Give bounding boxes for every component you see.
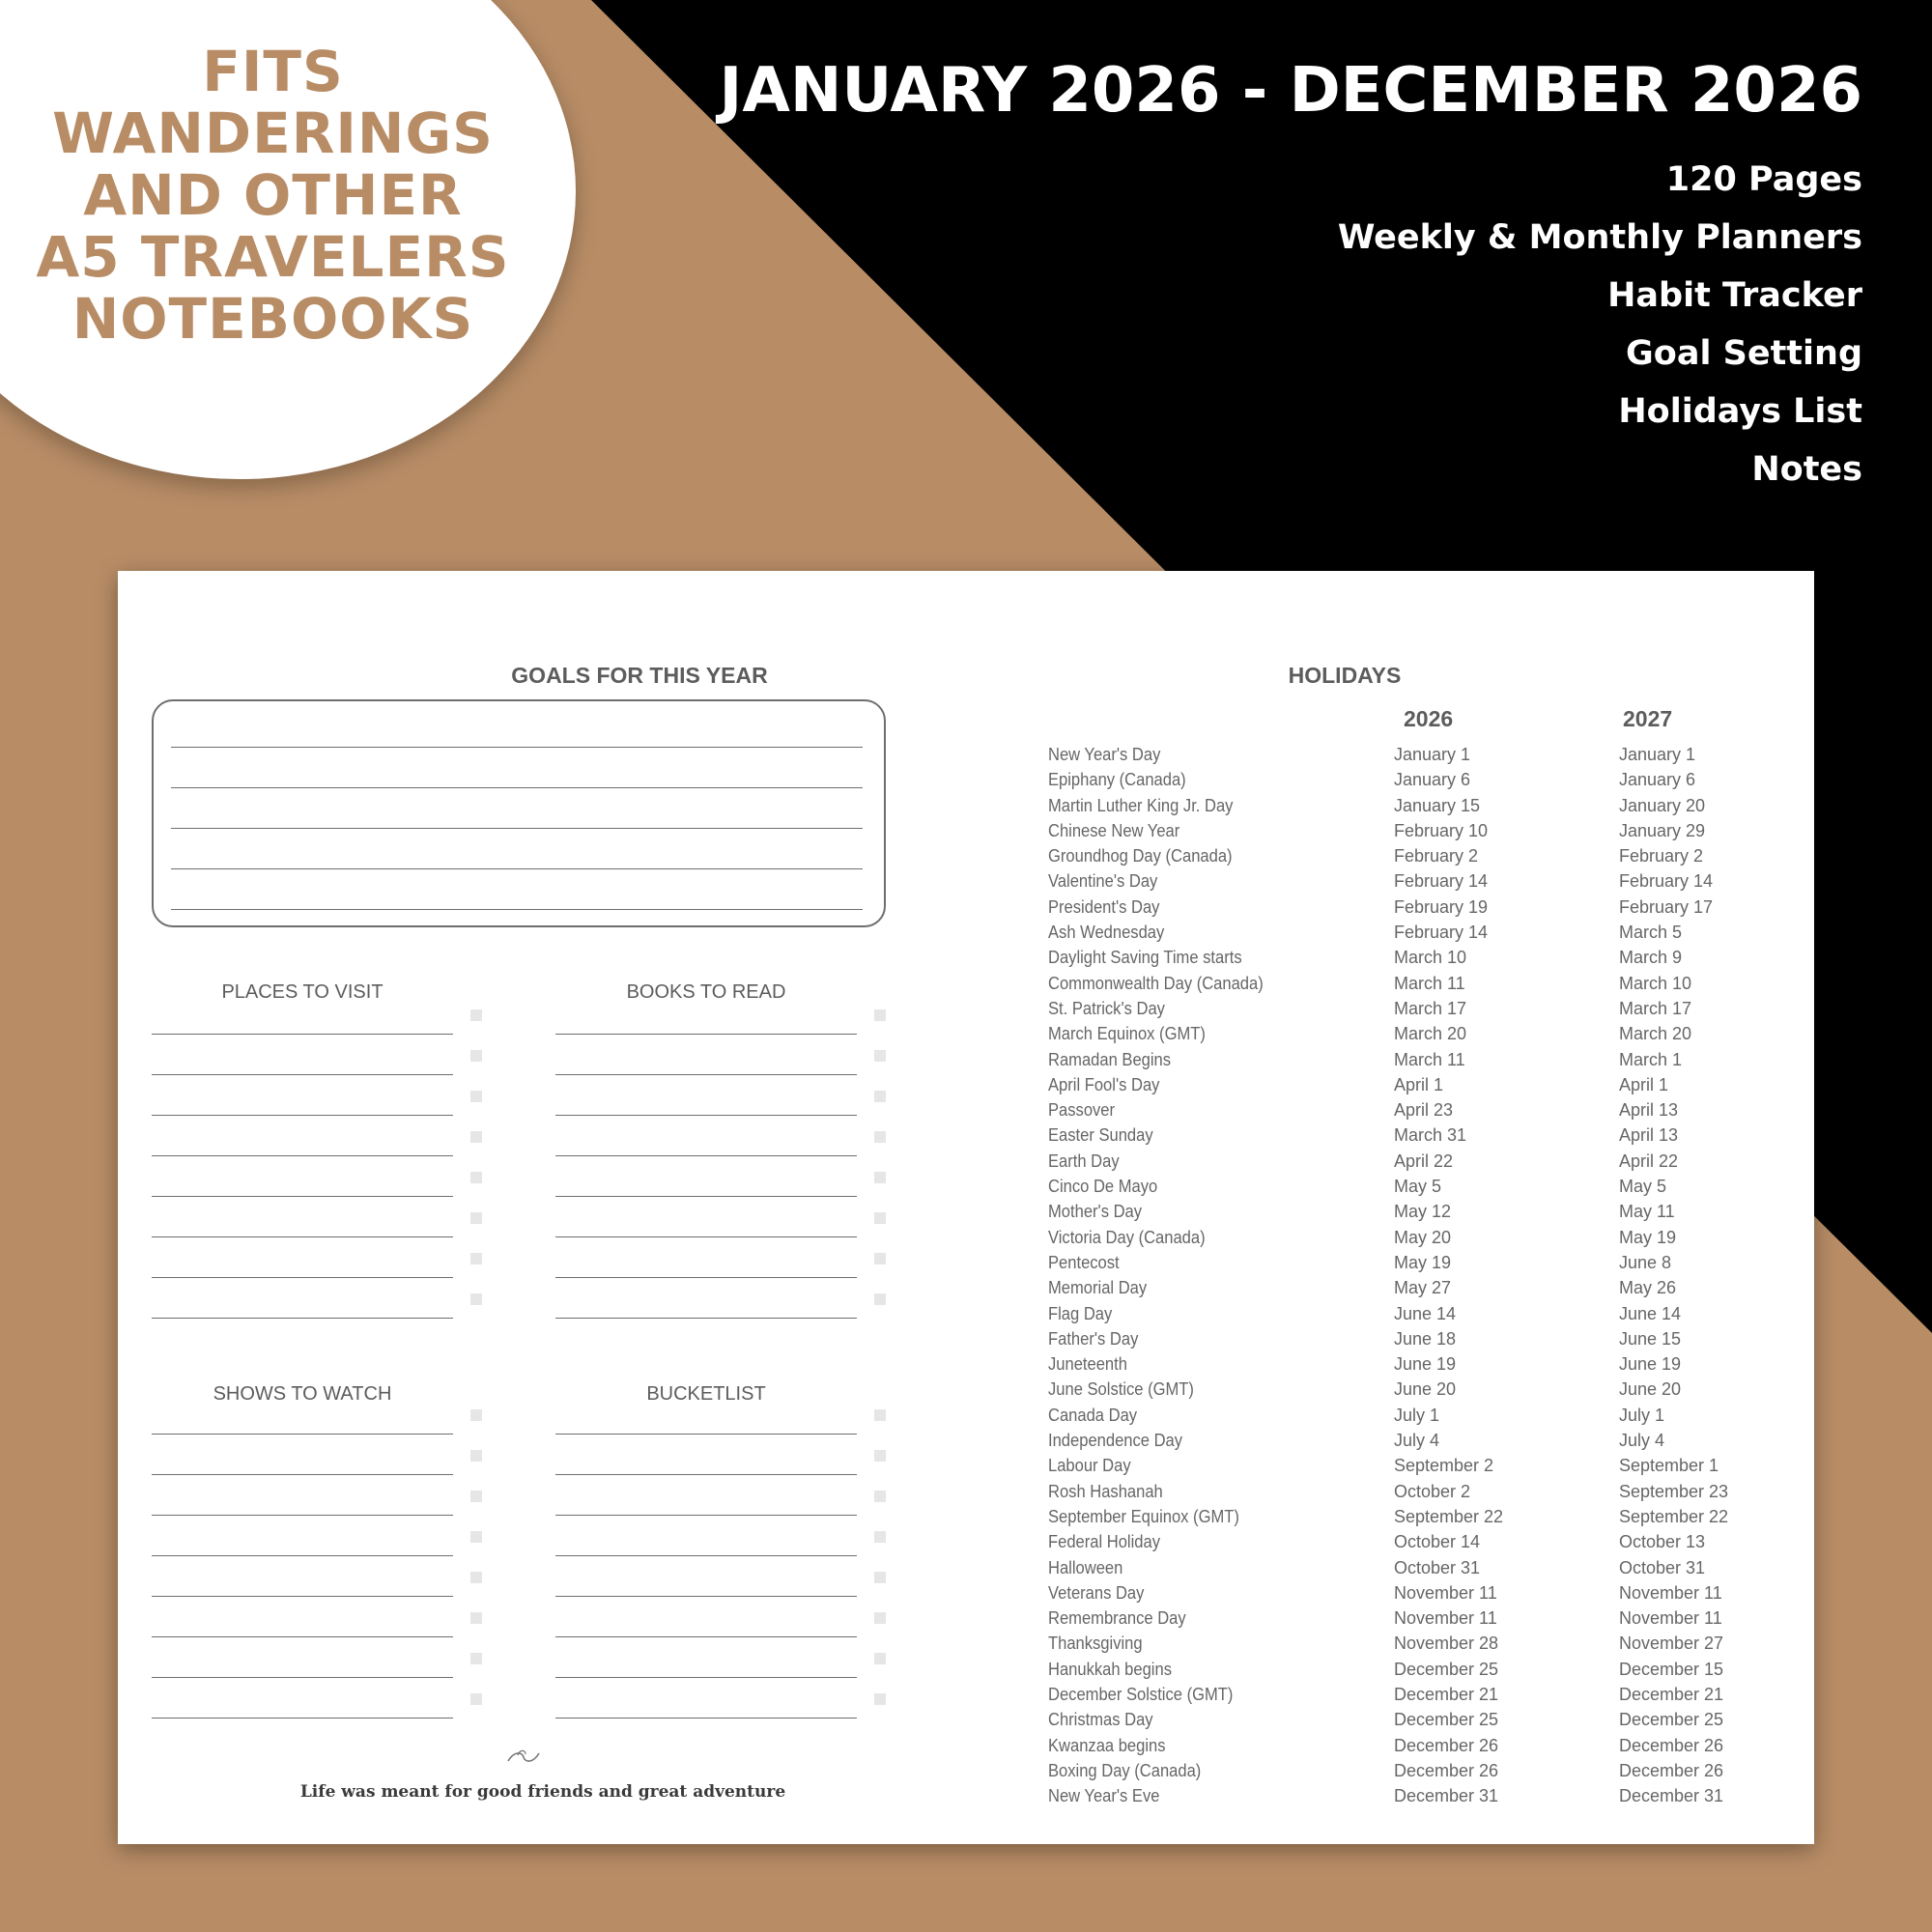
shows-line[interactable] (152, 1474, 453, 1475)
shows-checkbox[interactable] (470, 1450, 482, 1462)
holiday-name: President's Day (1048, 896, 1160, 917)
shows-checkbox[interactable] (470, 1409, 482, 1421)
holiday-date-2026: December 25 (1394, 1659, 1499, 1679)
holiday-name: December Solstice (GMT) (1048, 1684, 1234, 1704)
holiday-row (1048, 1657, 1802, 1682)
shows-checkbox[interactable] (470, 1653, 482, 1664)
places-checkbox[interactable] (470, 1293, 482, 1305)
holiday-name: Earth Day (1048, 1151, 1120, 1171)
shows-line[interactable] (152, 1515, 453, 1516)
holiday-date-2026: December 31 (1394, 1786, 1499, 1806)
holiday-date-2027: January 1 (1619, 745, 1696, 764)
badge-line: A5 TRAVELERS (36, 224, 510, 290)
books-line[interactable] (555, 1115, 857, 1116)
holiday-date-2026: April 1 (1394, 1074, 1444, 1094)
holiday-date-2027: November 27 (1619, 1634, 1724, 1654)
holiday-name: New Year's Eve (1048, 1786, 1160, 1806)
feature-item: Notes (1751, 450, 1862, 489)
holiday-row (1048, 1605, 1802, 1631)
holiday-date-2027: November 11 (1619, 1582, 1722, 1603)
holiday-name: Martin Luther King Jr. Day (1048, 795, 1234, 815)
bucketlist-line[interactable] (555, 1555, 857, 1556)
holiday-name: Ash Wednesday (1048, 923, 1165, 943)
holiday-date-2026: September 22 (1394, 1506, 1504, 1526)
holiday-date-2027: March 5 (1619, 923, 1683, 943)
holiday-name: Veterans Day (1048, 1582, 1145, 1603)
shows-line[interactable] (152, 1636, 453, 1637)
places-line[interactable] (152, 1074, 453, 1075)
bucketlist-checkbox[interactable] (874, 1693, 886, 1705)
holiday-date-2027: March 1 (1619, 1049, 1683, 1069)
holiday-date-2027: February 14 (1619, 871, 1714, 892)
holiday-date-2026: November 28 (1394, 1634, 1499, 1654)
places-checkbox[interactable] (470, 1212, 482, 1224)
holiday-name: Rosh Hashanah (1048, 1481, 1163, 1501)
holiday-name: Easter Sunday (1048, 1125, 1153, 1146)
holiday-name: Commonwealth Day (Canada) (1048, 973, 1264, 993)
year-2027-header: 2027 (1623, 706, 1673, 731)
holiday-row (1048, 767, 1802, 792)
holiday-date-2027: May 5 (1619, 1177, 1667, 1197)
bucketlist-checkbox[interactable] (874, 1450, 886, 1462)
holiday-row (1048, 818, 1802, 843)
shows-line[interactable] (152, 1434, 453, 1435)
shows-line[interactable] (152, 1555, 453, 1556)
holiday-date-2026: May 20 (1394, 1227, 1452, 1247)
holiday-name: Memorial Day (1048, 1278, 1148, 1298)
bucketlist-checkbox[interactable] (874, 1572, 886, 1583)
holiday-date-2026: February 19 (1394, 896, 1489, 917)
holiday-name: Thanksgiving (1048, 1634, 1143, 1654)
holiday-date-2027: February 17 (1619, 896, 1714, 917)
holiday-name: Halloween (1048, 1557, 1123, 1577)
holiday-name: Passover (1048, 1100, 1116, 1121)
bucketlist-line[interactable] (555, 1596, 857, 1597)
holiday-date-2027: May 19 (1619, 1227, 1677, 1247)
holiday-name: St. Patrick's Day (1048, 998, 1165, 1018)
shows-title: SHOWS TO WATCH (213, 1383, 392, 1405)
holiday-name: Flag Day (1048, 1303, 1113, 1323)
holiday-row (1048, 1097, 1802, 1122)
bucketlist-line[interactable] (555, 1474, 857, 1475)
holiday-date-2026: January 6 (1394, 770, 1471, 790)
holiday-date-2027: June 15 (1619, 1328, 1682, 1349)
holiday-date-2026: October 2 (1394, 1481, 1471, 1501)
holiday-name: Federal Holiday (1048, 1532, 1160, 1552)
books-line[interactable] (555, 1236, 857, 1237)
planner-spread (118, 571, 1814, 1844)
holiday-date-2027: December 25 (1619, 1710, 1724, 1730)
holiday-date-2027: June 19 (1619, 1354, 1682, 1375)
holiday-date-2027: March 10 (1619, 973, 1692, 993)
holiday-date-2026: June 20 (1394, 1379, 1457, 1400)
holiday-row (1048, 920, 1802, 945)
holiday-row (1048, 895, 1802, 920)
holiday-name: Ramadan Begins (1048, 1049, 1172, 1069)
places-checkbox[interactable] (470, 1253, 482, 1264)
books-checkbox[interactable] (874, 1091, 886, 1102)
holiday-row (1048, 1351, 1802, 1377)
holiday-date-2026: May 19 (1394, 1252, 1452, 1272)
holiday-date-2027: March 20 (1619, 1024, 1692, 1044)
holiday-name: Valentine's Day (1048, 871, 1158, 892)
badge-line: WANDERINGS (52, 100, 494, 166)
goal-line[interactable] (171, 747, 863, 748)
holiday-date-2027: October 13 (1619, 1532, 1706, 1552)
holiday-date-2027: June 8 (1619, 1252, 1672, 1272)
holiday-date-2027: June 14 (1619, 1303, 1682, 1323)
holiday-date-2026: November 11 (1394, 1582, 1497, 1603)
holiday-row (1048, 793, 1802, 818)
shows-checkbox[interactable] (470, 1491, 482, 1502)
holiday-date-2027: January 29 (1619, 820, 1706, 840)
holiday-date-2026: June 18 (1394, 1328, 1457, 1349)
holiday-row (1048, 1504, 1802, 1529)
holiday-name: Epiphany (Canada) (1048, 770, 1186, 790)
holiday-row (1048, 1301, 1802, 1326)
holiday-row (1048, 1758, 1802, 1783)
places-checkbox[interactable] (470, 1050, 482, 1062)
holiday-name: New Year's Day (1048, 745, 1161, 764)
shows-line[interactable] (152, 1596, 453, 1597)
holiday-row (1048, 1326, 1802, 1351)
badge-line: NOTEBOOKS (71, 286, 474, 352)
books-checkbox[interactable] (874, 1212, 886, 1224)
goal-line[interactable] (171, 787, 863, 788)
holiday-name: March Equinox (GMT) (1048, 1024, 1206, 1044)
holiday-name: Mother's Day (1048, 1202, 1143, 1222)
places-checkbox[interactable] (470, 1091, 482, 1102)
holiday-row (1048, 1555, 1802, 1580)
holiday-date-2027: December 31 (1619, 1786, 1724, 1806)
holiday-name: Pentecost (1048, 1252, 1120, 1272)
holiday-date-2027: April 1 (1619, 1074, 1669, 1094)
shows-line[interactable] (152, 1677, 453, 1678)
places-line[interactable] (152, 1277, 453, 1278)
holiday-row (1048, 1122, 1802, 1148)
holiday-date-2027: April 22 (1619, 1151, 1679, 1171)
places-line[interactable] (152, 1034, 453, 1035)
holiday-name: Canada Day (1048, 1405, 1138, 1425)
shows-line[interactable] (152, 1718, 453, 1719)
holiday-row (1048, 1783, 1802, 1808)
bucketlist-checkbox[interactable] (874, 1612, 886, 1624)
holidays-table (1048, 742, 1802, 1808)
badge-line: FITS (202, 39, 344, 104)
holiday-date-2026: May 27 (1394, 1278, 1452, 1298)
places-line[interactable] (152, 1155, 453, 1156)
goals-title: GOALS FOR THIS YEAR (511, 663, 768, 688)
holiday-date-2027: July 4 (1619, 1431, 1665, 1451)
feature-item: Holidays List (1618, 392, 1862, 431)
books-line[interactable] (555, 1196, 857, 1197)
badge-text (10, 41, 536, 350)
books-line[interactable] (555, 1277, 857, 1278)
year-2026-header: 2026 (1404, 706, 1454, 731)
holiday-date-2027: November 11 (1619, 1608, 1722, 1629)
places-checkbox[interactable] (470, 1172, 482, 1183)
holiday-name: Independence Day (1048, 1431, 1183, 1451)
holiday-date-2027: April 13 (1619, 1100, 1679, 1121)
holiday-row (1048, 1377, 1802, 1402)
holiday-date-2027: March 9 (1619, 948, 1683, 968)
holiday-name: April Fool's Day (1048, 1074, 1160, 1094)
holiday-date-2026: April 22 (1394, 1151, 1454, 1171)
holiday-row (1048, 1580, 1802, 1605)
holiday-name: September Equinox (GMT) (1048, 1506, 1239, 1526)
feature-item: Weekly & Monthly Planners (1337, 218, 1862, 257)
books-line[interactable] (555, 1074, 857, 1075)
holiday-row (1048, 1199, 1802, 1224)
holiday-date-2027: March 17 (1619, 998, 1692, 1018)
feature-item: Goal Setting (1626, 334, 1862, 373)
holiday-row (1048, 945, 1802, 970)
holiday-date-2026: July 1 (1394, 1405, 1440, 1425)
holiday-date-2026: May 12 (1394, 1202, 1452, 1222)
holiday-date-2026: November 11 (1394, 1608, 1497, 1629)
holiday-name: Victoria Day (Canada) (1048, 1227, 1206, 1247)
places-checkbox[interactable] (470, 1131, 482, 1143)
bucketlist-line[interactable] (555, 1718, 857, 1719)
places-title: PLACES TO VISIT (221, 981, 384, 1003)
holiday-name: Hanukkah begins (1048, 1659, 1172, 1679)
holiday-date-2027: January 6 (1619, 770, 1696, 790)
shows-checkbox[interactable] (470, 1693, 482, 1705)
holiday-date-2026: February 14 (1394, 923, 1489, 943)
holiday-row (1048, 1047, 1802, 1072)
holiday-date-2026: December 26 (1394, 1760, 1499, 1780)
places-checkbox[interactable] (470, 1009, 482, 1021)
holiday-row (1048, 1021, 1802, 1046)
shows-checkbox[interactable] (470, 1612, 482, 1624)
holiday-name: Father's Day (1048, 1328, 1139, 1349)
holiday-date-2027: December 26 (1619, 1760, 1724, 1780)
holiday-date-2026: June 19 (1394, 1354, 1457, 1375)
badge-line: AND OTHER (83, 162, 463, 228)
holiday-row (1048, 1072, 1802, 1097)
holiday-row (1048, 1174, 1802, 1199)
holiday-row (1048, 1707, 1802, 1732)
holiday-date-2027: December 26 (1619, 1735, 1724, 1755)
holiday-date-2026: December 25 (1394, 1710, 1499, 1730)
quote: Life was meant for good friends and great adventure (299, 1782, 786, 1802)
holiday-date-2027: June 20 (1619, 1379, 1682, 1400)
places-line[interactable] (152, 1318, 453, 1319)
goals-box (152, 699, 886, 927)
bucketlist-checkbox[interactable] (874, 1491, 886, 1502)
holiday-row (1048, 1225, 1802, 1250)
bucketlist-line[interactable] (555, 1515, 857, 1516)
page-title: JANUARY 2026 - DECEMBER 2026 (719, 55, 1862, 127)
books-title: BOOKS TO READ (626, 981, 786, 1003)
holiday-date-2026: June 14 (1394, 1303, 1457, 1323)
holiday-row (1048, 1682, 1802, 1707)
holiday-row (1048, 1631, 1802, 1656)
bucketlist-title: BUCKETLIST (646, 1383, 766, 1405)
holiday-date-2026: December 21 (1394, 1684, 1499, 1704)
holiday-name: Kwanzaa begins (1048, 1735, 1166, 1755)
goal-line[interactable] (171, 909, 863, 910)
books-checkbox[interactable] (874, 1050, 886, 1062)
holiday-date-2026: May 5 (1394, 1177, 1442, 1197)
holiday-date-2026: March 11 (1394, 973, 1465, 993)
holiday-date-2026: March 11 (1394, 1049, 1465, 1069)
holiday-date-2026: March 17 (1394, 998, 1467, 1018)
goal-line[interactable] (171, 828, 863, 829)
holiday-date-2026: October 14 (1394, 1532, 1481, 1552)
holiday-row (1048, 1529, 1802, 1554)
books-checkbox[interactable] (874, 1131, 886, 1143)
holiday-date-2026: March 10 (1394, 948, 1467, 968)
holiday-date-2027: January 20 (1619, 795, 1706, 815)
holiday-row (1048, 742, 1802, 767)
holiday-date-2026: February 14 (1394, 871, 1489, 892)
holiday-name: Remembrance Day (1048, 1608, 1186, 1629)
holiday-date-2026: January 15 (1394, 795, 1481, 815)
holiday-date-2027: October 31 (1619, 1557, 1706, 1577)
holiday-date-2027: July 1 (1619, 1405, 1665, 1425)
feature-item: Habit Tracker (1607, 276, 1862, 315)
holiday-date-2027: December 15 (1619, 1659, 1724, 1679)
holiday-name: Cinco De Mayo (1048, 1177, 1158, 1197)
books-checkbox[interactable] (874, 1172, 886, 1183)
holiday-row (1048, 996, 1802, 1021)
bucketlist-line[interactable] (555, 1636, 857, 1637)
holiday-date-2027: May 26 (1619, 1278, 1677, 1298)
holiday-row (1048, 1733, 1802, 1758)
bucketlist-checkbox[interactable] (874, 1409, 886, 1421)
goal-line[interactable] (171, 868, 863, 869)
holiday-row (1048, 1250, 1802, 1275)
holiday-date-2026: September 2 (1394, 1456, 1494, 1476)
bucketlist-checkbox[interactable] (874, 1531, 886, 1543)
holiday-name: Boxing Day (Canada) (1048, 1760, 1202, 1780)
holiday-row (1048, 1453, 1802, 1478)
holiday-date-2026: March 31 (1394, 1125, 1467, 1146)
holiday-date-2027: September 1 (1619, 1456, 1719, 1476)
holiday-date-2026: February 2 (1394, 846, 1479, 867)
shows-checkbox[interactable] (470, 1531, 482, 1543)
flourish-icon (504, 1746, 543, 1769)
holiday-name: Labour Day (1048, 1456, 1131, 1476)
holiday-name: June Solstice (GMT) (1048, 1379, 1194, 1400)
bucketlist-line[interactable] (555, 1677, 857, 1678)
feature-item: 120 Pages (1665, 160, 1862, 199)
holiday-name: Juneteenth (1048, 1354, 1127, 1375)
holiday-date-2026: March 20 (1394, 1024, 1467, 1044)
holiday-date-2026: October 31 (1394, 1557, 1481, 1577)
books-line[interactable] (555, 1155, 857, 1156)
books-line[interactable] (555, 1318, 857, 1319)
holiday-row (1048, 1149, 1802, 1174)
books-line[interactable] (555, 1034, 857, 1035)
holiday-name: Christmas Day (1048, 1710, 1153, 1730)
holiday-date-2026: January 1 (1394, 745, 1471, 764)
holiday-date-2027: May 11 (1619, 1202, 1675, 1222)
holiday-row (1048, 1479, 1802, 1504)
books-checkbox[interactable] (874, 1253, 886, 1264)
holiday-date-2026: December 26 (1394, 1735, 1499, 1755)
books-checkbox[interactable] (874, 1009, 886, 1021)
holiday-name: Daylight Saving Time starts (1048, 948, 1242, 968)
holiday-date-2027: December 21 (1619, 1684, 1724, 1704)
holiday-date-2027: September 23 (1619, 1481, 1729, 1501)
holidays-title: HOLIDAYS (1288, 663, 1402, 688)
holiday-date-2027: April 13 (1619, 1125, 1679, 1146)
places-line[interactable] (152, 1115, 453, 1116)
places-line[interactable] (152, 1196, 453, 1197)
holiday-name: Groundhog Day (Canada) (1048, 846, 1233, 867)
books-checkbox[interactable] (874, 1293, 886, 1305)
feature-list (1338, 151, 1862, 498)
shows-checkbox[interactable] (470, 1572, 482, 1583)
holiday-date-2027: February 2 (1619, 846, 1704, 867)
holiday-row (1048, 843, 1802, 868)
holiday-date-2027: September 22 (1619, 1506, 1729, 1526)
holiday-row (1048, 868, 1802, 894)
holiday-name: Chinese New Year (1048, 820, 1180, 840)
holiday-date-2026: April 23 (1394, 1100, 1454, 1121)
holiday-date-2026: July 4 (1394, 1431, 1440, 1451)
holiday-date-2026: February 10 (1394, 820, 1489, 840)
bucketlist-line[interactable] (555, 1434, 857, 1435)
holiday-row (1048, 1275, 1802, 1300)
places-line[interactable] (152, 1236, 453, 1237)
holiday-row (1048, 1428, 1802, 1453)
holiday-row (1048, 1403, 1802, 1428)
bucketlist-checkbox[interactable] (874, 1653, 886, 1664)
holiday-row (1048, 971, 1802, 996)
